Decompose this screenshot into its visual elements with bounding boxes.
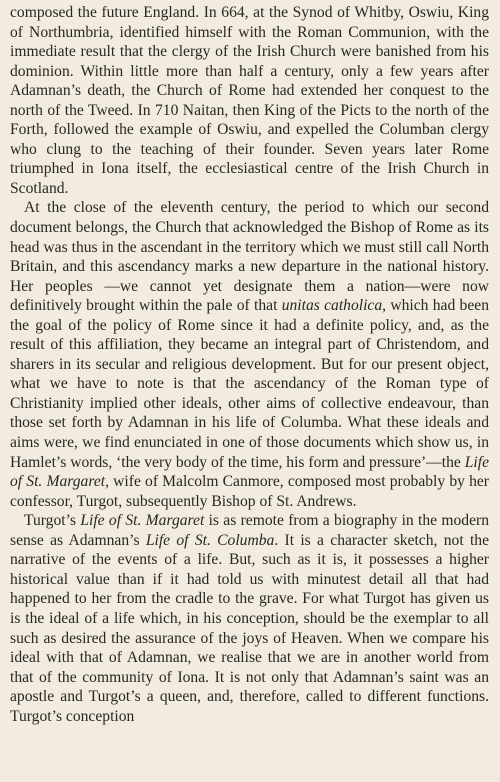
paragraph-turgots-life [10,511,489,726]
text-segment: . It is a character sketch, not the narrative of the events of a life. But, such as it is, it possesses a higher historical value than if it had told us with minutest detail all that had happened to her from the cradle to the grave. For what Turgot has given us is the ideal of a life which, in his conception, should be the exemplar to all such as desired the assurance of the joys of Heaven. When we compare his ideal with that of Adamnan, we realise that we are in another world from that of the community of Iona. It is not only that Adamnan’s saint was an apostle and Turgot’s a queen, and, therefore, called to different functions. Turgot’s conception [10,531,489,725]
italic-book-title: Life of St. Margaret [80,512,205,530]
text-segment: At the close of the eleventh century, the period to which our second document belongs, the Church that acknowledged the Bishop of Rome as its head was thus in the ascendant in the territory which we must still call North Britain, and this ascendancy marks a new departure in the national history. Her peoples —we cannot yet designate them a nation—were now definitively brought within the pale of that [10,199,489,315]
italic-book-title: Life of St. Columba [145,531,275,549]
text-segment: composed the future England. In 664, at the Synod of Whitby, Oswiu, King of Northumbria, identified himself with the Roman Communion, with the immediate result that the clergy of the Irish Church were banished from his dominion. Within little more than half a century, only a few years after Adamnan’s death, the Church of Rome had extended her conquest to the north of the Tweed. In 710 Naitan, then King of the Picts to the north of the Forth, followed the example of Oswiu, and expelled the Columban clergy who clung to the teaching of their founder. Seven years later Rome triumphed in Iona itself, the ecclesiastical centre of the Irish Church in Scotland. [10,4,489,197]
italic-book-title: Life of St. Margaret [10,453,489,491]
text-segment: is as remote from a biography in the modern sense as Adamnan’s [10,512,489,549]
italic-phrase: unitas catholica [281,297,383,315]
paragraph-eleventh-century [10,198,489,511]
text-segment: , wife of Malcolm Canmore, composed most probably by her confessor, Turgot, subsequently Bishop of St. Andrews. [10,473,489,510]
text-segment: Turgot’s [24,512,81,530]
text-segment: , which had been the goal of the policy of Rome since it had a definite policy, and, as the result of this affiliation, they became an integral part of Christendom, and sharers in its secular and religious development. But for our present object, what we have to note is that the ascendancy of the Roman type of Christianity implied other ideals, other aims of collective endeavour, than those set forth by Adamnan in his life of Columba. What these ideals and aims were, we find enunciated in one of those documents which show us, in Hamlet’s words, ‘the very body of the time, his form and pressure’—the [10,297,489,471]
paragraph-synod-of-whitby [10,3,489,198]
